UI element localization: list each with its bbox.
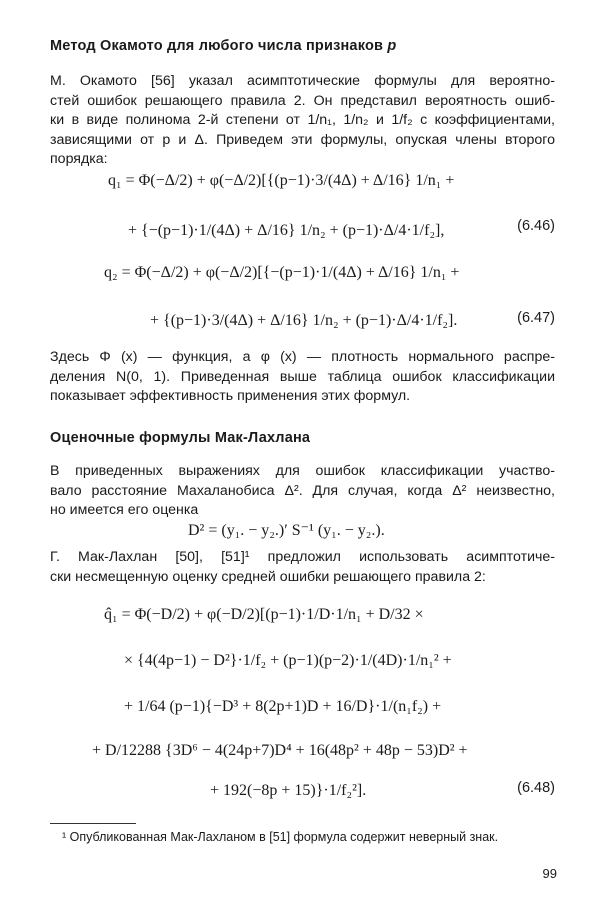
equation-6-47-line-1: q₂ = Φ(−Δ/2) + φ(−Δ/2)[{−(p−1)·1/(4Δ) + Δ/16} 1/n₁ +	[104, 264, 460, 281]
equation-6-48-line-5: + 192(−8p + 15)}·1/f₂²].	[210, 782, 367, 799]
equation-6-48-line-4: + D/12288 {3D⁶ − 4(24p+7)D⁴ + 16(48p² + 48p − 53)D² +	[92, 742, 468, 759]
equation-6-48-line-2: × {4(4p−1) − D²}·1/f₂ + (p−1)(p−2)·1/(4D)·1/n₁² +	[124, 652, 452, 669]
paragraph-line: порядка:	[50, 151, 108, 167]
footnote-rule	[50, 823, 136, 824]
section-heading-okamoto	[50, 38, 396, 54]
footnote: ¹ Опубликованная Мак-Лахланом в [51] формула содержит неверный знак.	[62, 830, 499, 844]
page-number: 99	[542, 866, 557, 881]
equation-6-48-line-3: + 1/64 (p−1){−D³ + 8(2p+1)D + 16/D}·1/(n₁f₂) +	[124, 698, 442, 715]
paragraph-line: М. Окамото [56] указал асимптотические формулы для вероятно-	[50, 73, 555, 89]
estimate-equation: D² = (y₁. − y₂.)′ S⁻¹ (y₁. − y₂.).	[188, 522, 385, 539]
equation-number-6-48: (6.48)	[517, 780, 555, 796]
heading-variable: p	[387, 38, 397, 54]
equation-6-46-line-2: + {−(p−1)·1/(4Δ) + Δ/16} 1/n₂ + (p−1)·Δ/4·1/f₂],	[128, 222, 445, 239]
equation-6-48-line-1: q̂₁ = Φ(−D/2) + φ(−D/2)[(p−1)·1/D·1/n₁ + D/32 ×	[104, 606, 424, 623]
equation-number-6-46: (6.46)	[517, 218, 555, 234]
equation-6-46-line-1: q₁ = Φ(−Δ/2) + φ(−Δ/2)[{(p−1)·3/(4Δ) + Δ/16} 1/n₁ +	[108, 172, 455, 189]
paragraph-line: Г. Мак-Лахлан [50], [51]¹ предложил использовать асимптотиче-	[50, 549, 555, 565]
paragraph-line: показывает эффективность применения этих формул.	[50, 388, 411, 404]
paragraph-line: В приведенных выражениях для ошибок классификации участво-	[50, 463, 555, 479]
okamoto-paragraph	[50, 72, 555, 170]
paragraph-line: вало расстояние Махаланобиса Δ². Для случая, когда Δ² неизвестно,	[50, 482, 555, 499]
paragraph-line: но имеется его оценка	[50, 502, 199, 518]
paragraph-line: Здесь Φ (x) — функция, а φ (x) — плотность нормального распре-	[50, 349, 555, 365]
heading-text: Метод Окамото для любого числа признаков	[50, 38, 384, 54]
section-heading-mclachlan	[50, 430, 310, 446]
paragraph-line: стей ошибок решающего правила 2. Он представил вероятность ошиб-	[50, 92, 555, 109]
paragraph-line: зависящими от p и Δ. Приведем эти формулы, опуская члены второго	[50, 131, 555, 148]
equation-6-47-line-2: + {(p−1)·3/(4Δ) + Δ/16} 1/n₂ + (p−1)·Δ/4·1/f₂].	[150, 312, 458, 329]
heading-text: Оценочные формулы Мак-Лахлана	[50, 430, 311, 446]
explanation-paragraph	[50, 348, 555, 407]
mclachlan-proposal-paragraph	[50, 548, 555, 587]
equation-number-6-47: (6.47)	[517, 310, 555, 326]
paragraph-line: деления N(0, 1). Приведенная выше таблица ошибок классификации	[50, 368, 555, 385]
paragraph-line: ски несмещенную оценку средней ошибки решающего правила 2:	[50, 568, 486, 585]
paragraph-line: ки в виде полинома 2-й степени от 1/n₁, 1/n₂ и 1/f₂ с коэффициентами,	[50, 112, 555, 128]
mclachlan-paragraph	[50, 462, 555, 521]
